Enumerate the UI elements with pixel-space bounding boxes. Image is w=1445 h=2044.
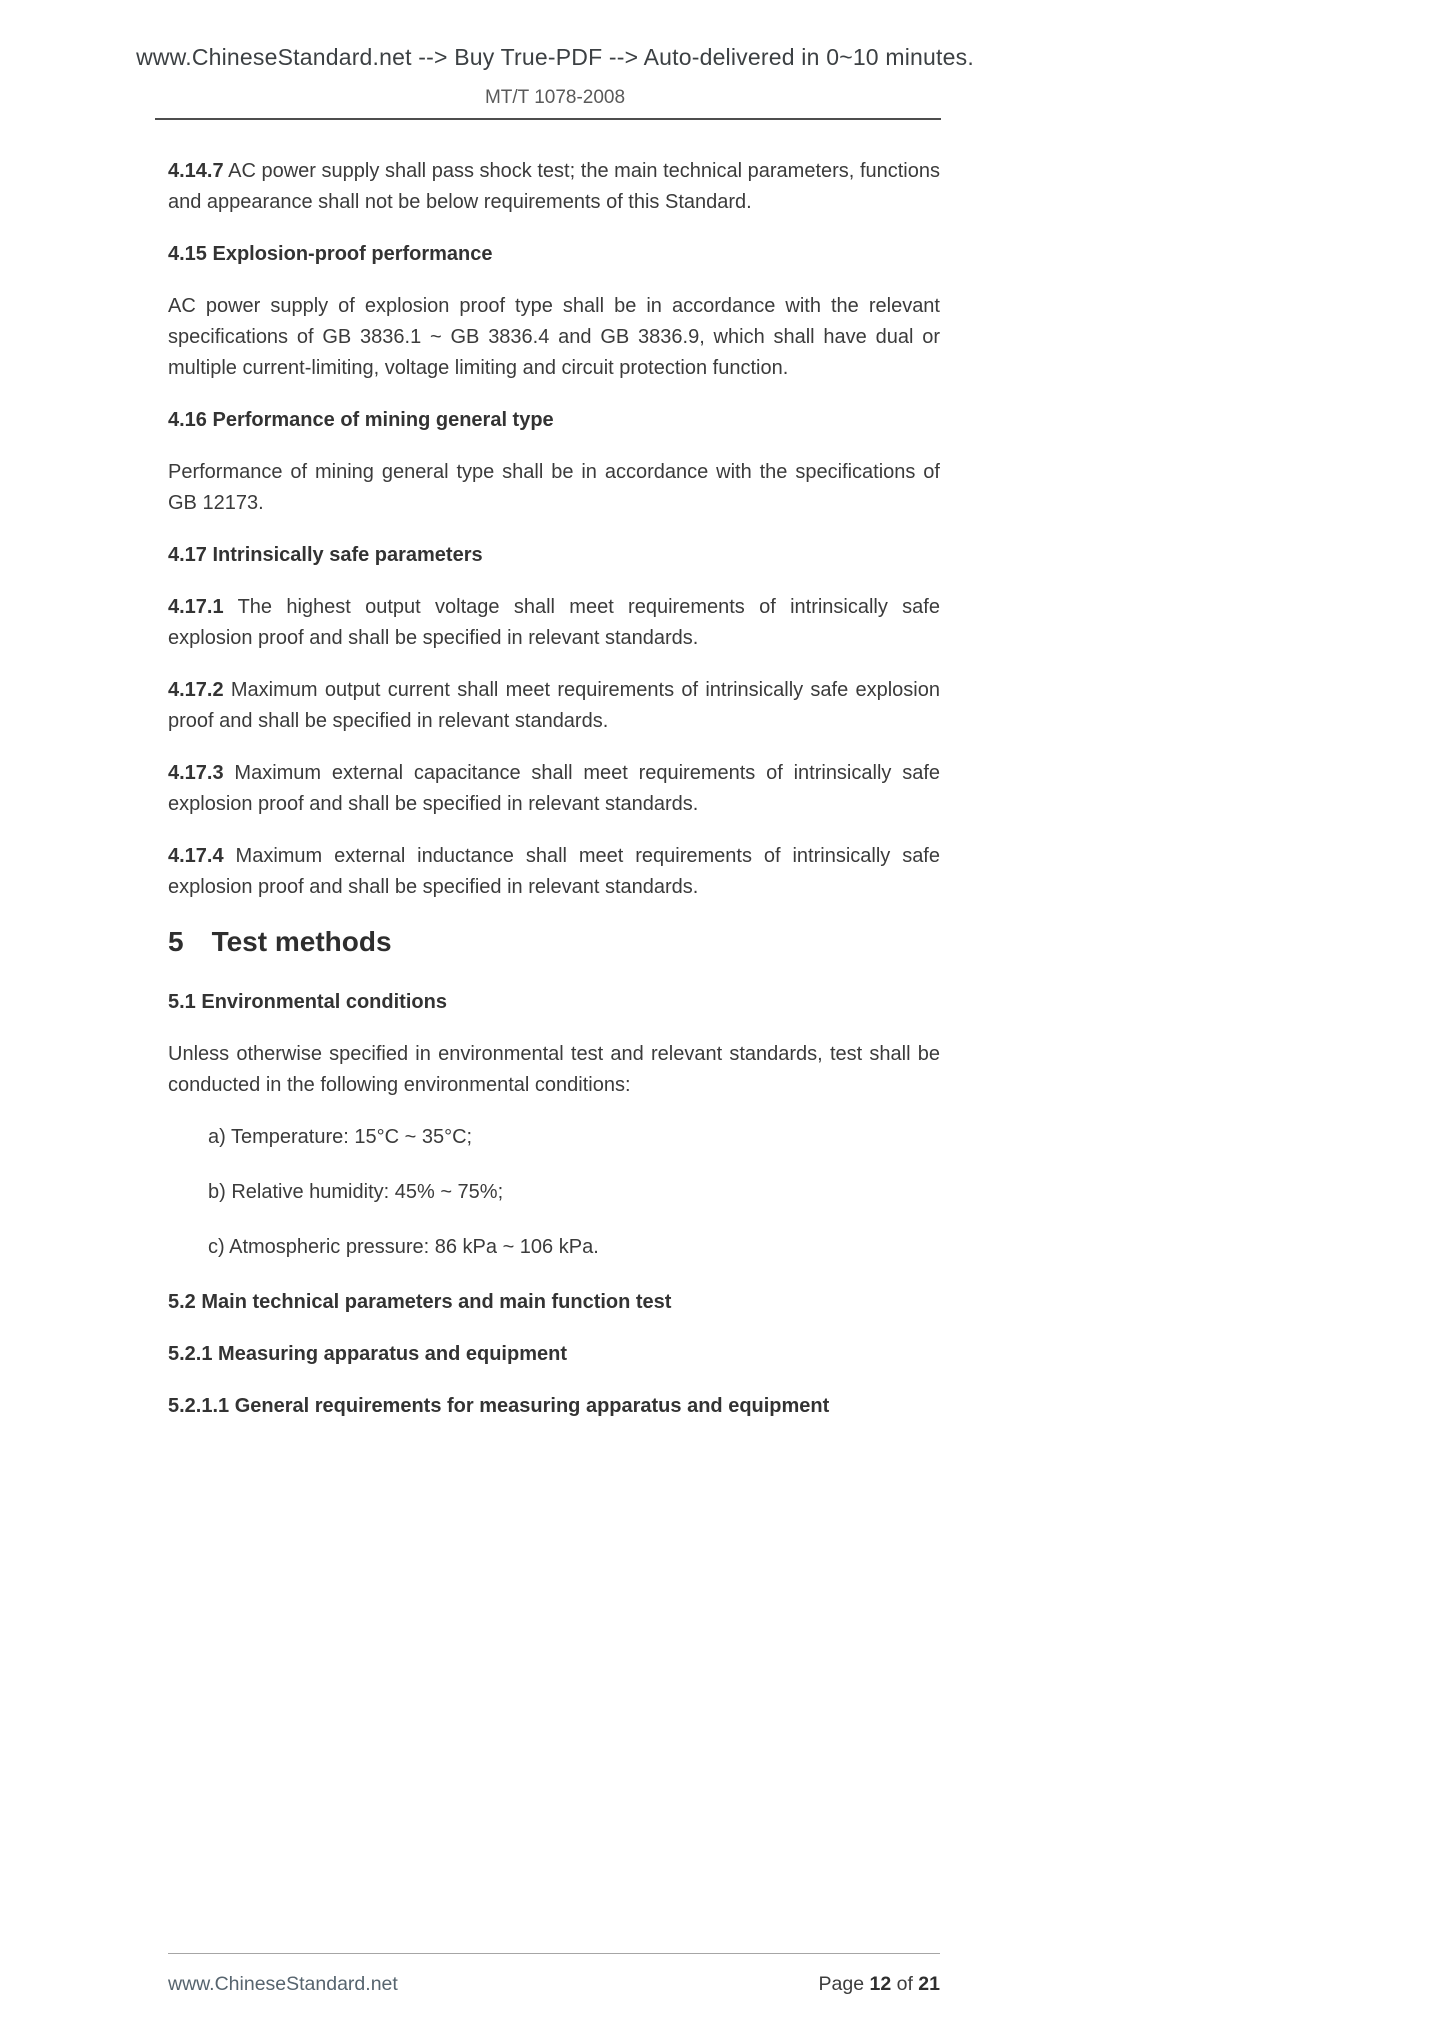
paragraph-4-17-1 [168, 592, 940, 654]
heading-5-2-1-1: 5.2.1.1 General requirements for measuring apparatus and equipment [168, 1395, 830, 1417]
footer-site-link[interactable]: www.ChineseStandard.net [168, 1973, 398, 1995]
paragraph-4-17-3 [168, 758, 940, 820]
heading-4-15: 4.15 Explosion-proof performance [168, 243, 493, 265]
standard-number: MT/T 1078-2008 [484, 87, 626, 108]
section-number: 5 [168, 926, 184, 957]
section-heading-5 [168, 924, 940, 960]
header-rule [155, 118, 941, 120]
of-word: of [896, 1973, 913, 1995]
paragraph-4-14-7 [168, 156, 940, 218]
heading-4-16: 4.16 Performance of mining general type [168, 409, 554, 431]
clause-number: 4.17.1 [168, 596, 224, 618]
page-number: 12 [869, 1973, 892, 1995]
clause-number: 4.17.4 [168, 845, 224, 867]
paragraph-4-15-body: AC power supply of explosion proof type shall be in accordance with the relevant specifications of GB 3836.1 ~ GB 3836.4 and GB 3836.9, which shall have dual or multiple current-limiting, voltage limiting and circuit protection function. [168, 295, 940, 379]
heading-5-2-1: 5.2.1 Measuring apparatus and equipment [168, 1343, 567, 1365]
footer-rule [168, 1953, 940, 1954]
clause-text: Maximum external capacitance shall meet requirements of intrinsically safe explosion proof and shall be specified in relevant standards. [168, 762, 940, 815]
page-indicator [819, 1973, 940, 1996]
page-header [0, 0, 1110, 109]
document-content [168, 156, 940, 1422]
clause-text: The highest output voltage shall meet requirements of intrinsically safe explosion proof and shall be specified in relevant standards. [168, 596, 940, 649]
heading-5-2: 5.2 Main technical parameters and main function test [168, 1291, 672, 1313]
clause-text: Maximum external inductance shall meet requirements of intrinsically safe explosion proof and shall be specified in relevant standards. [168, 845, 940, 898]
section-title: Test methods [211, 926, 392, 957]
list-item-b: b) Relative humidity: 45% ~ 75%; [208, 1181, 504, 1203]
total-pages: 21 [918, 1973, 940, 1995]
heading-4-17: 4.17 Intrinsically safe parameters [168, 544, 483, 566]
clause-number: 4.17.3 [168, 762, 224, 784]
paragraph-4-17-4 [168, 841, 940, 903]
list-item-a: a) Temperature: 15°C ~ 35°C; [208, 1126, 473, 1148]
clause-text: Maximum output current shall meet requirements of intrinsically safe explosion proof and shall be specified in relevant standards. [168, 679, 940, 732]
list-item-c: c) Atmospheric pressure: 86 kPa ~ 106 kPa. [208, 1236, 599, 1258]
page-word: Page [818, 1973, 865, 1995]
paragraph-4-16-body: Performance of mining general type shall be in accordance with the specifications of GB 12173. [168, 461, 940, 514]
clause-number: 4.17.2 [168, 679, 224, 701]
clause-number: 4.14.7 [168, 160, 224, 182]
paragraph-4-17-2 [168, 675, 940, 737]
page-footer [168, 1953, 940, 1996]
heading-5-1: 5.1 Environmental conditions [168, 991, 447, 1013]
site-banner: www.ChineseStandard.net --> Buy True-PDF --> Auto-delivered in 0~10 minutes. [136, 44, 974, 70]
paragraph-5-1-body: Unless otherwise specified in environmental test and relevant standards, test shall be conducted in the following environmental conditions: [168, 1043, 940, 1096]
clause-text: AC power supply shall pass shock test; the main technical parameters, functions and appearance shall not be below requirements of this Standard. [168, 160, 940, 213]
